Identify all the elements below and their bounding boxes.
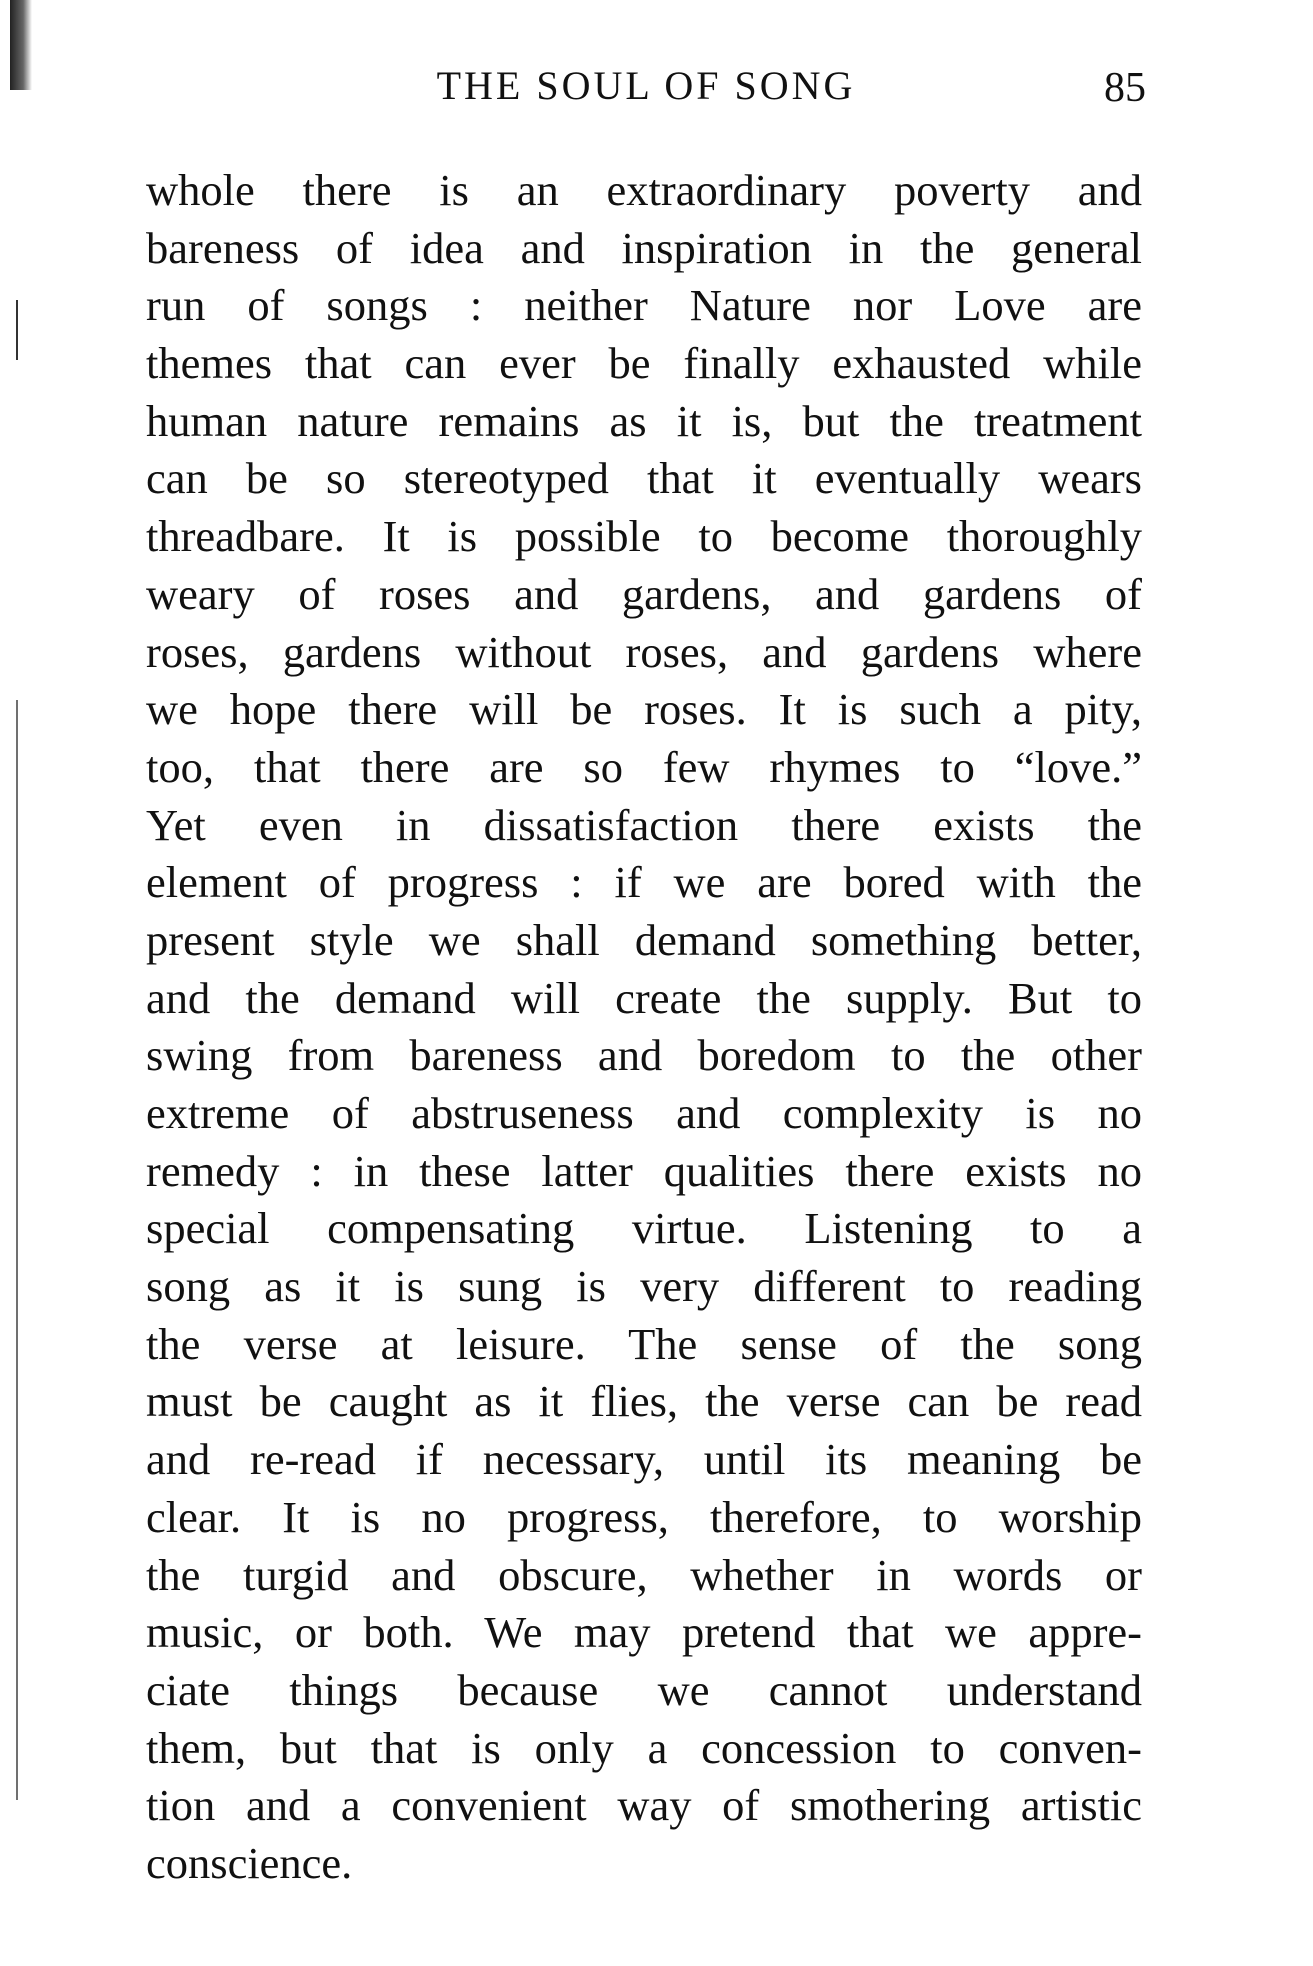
- text-line: remedy : in these latter qualities there exists no: [146, 1145, 1142, 1196]
- text-line: bareness of idea and inspiration in the general: [146, 222, 1142, 273]
- text-line: the turgid and obscure, whether in words or: [146, 1549, 1142, 1600]
- text-line: too, that there are so few rhymes to “love.”: [146, 741, 1142, 792]
- text-line: song as it is sung is very different to reading: [146, 1261, 1142, 1312]
- text-line: weary of roses and gardens, and gardens of: [146, 568, 1142, 619]
- text-line: present style we shall demand something better,: [146, 914, 1142, 965]
- text-line: and re-read if necessary, until its meaning be: [146, 1434, 1142, 1485]
- text-line: run of songs : neither Nature nor Love are: [146, 280, 1142, 331]
- edge-mark: [16, 300, 18, 360]
- text-line: swing from bareness and boredom to the other: [146, 1030, 1142, 1081]
- text-line: clear. It is no progress, therefore, to worship: [146, 1491, 1142, 1542]
- text-line: threadbare. It is possible to become thoroughly: [146, 511, 1142, 562]
- text-line: Yet even in dissatisfaction there exists the: [146, 799, 1142, 850]
- text-line: element of progress : if we are bored with the: [146, 857, 1142, 908]
- text-line: whole there is an extraordinary poverty and: [146, 165, 1142, 215]
- text-line: ciate things because we cannot understand: [146, 1664, 1142, 1715]
- text-line: human nature remains as it is, but the treatment: [146, 395, 1142, 446]
- text-line: extreme of abstruseness and complexity is no: [146, 1088, 1142, 1138]
- text-line: can be so stereotyped that it eventually wears: [146, 453, 1142, 504]
- text-line: the verse at leisure. The sense of the song: [146, 1318, 1142, 1369]
- edge-mark: [16, 700, 18, 1800]
- text-line: must be caught as it flies, the verse can be read: [146, 1376, 1142, 1427]
- text-line: music, or both. We may pretend that we appre-: [146, 1607, 1142, 1658]
- text-line: and the demand will create the supply. But to: [146, 972, 1142, 1023]
- running-title: THE SOUL OF SONG: [436, 63, 856, 108]
- text-line: them, but that is only a concession to conven-: [146, 1722, 1142, 1773]
- text-line: themes that can ever be finally exhausted while: [146, 338, 1142, 389]
- page-binding-edge: [6, 0, 20, 1966]
- text-line: conscience.: [146, 1837, 353, 1888]
- body-text: [146, 162, 1142, 1893]
- text-line: we hope there will be roses. It is such a pity,: [146, 684, 1142, 735]
- page-number: 85: [1104, 65, 1146, 111]
- page-header: [146, 62, 1146, 122]
- text-line: tion and a convenient way of smothering artistic: [146, 1780, 1142, 1831]
- text-line: special compensating virtue. Listening to a: [146, 1203, 1142, 1254]
- text-line: roses, gardens without roses, and gardens where: [146, 626, 1142, 677]
- binding-shadow: [10, 0, 32, 90]
